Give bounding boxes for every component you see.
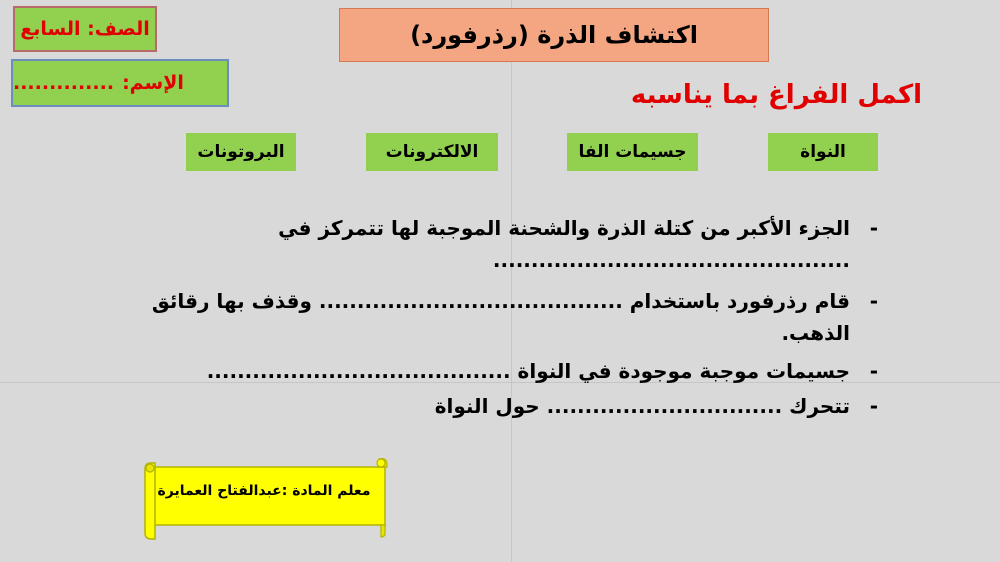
bullet: -	[869, 359, 878, 383]
question-4	[130, 390, 878, 422]
word-bank-item-alpha-particles[interactable]	[567, 133, 698, 171]
word-bank-label: البروتونات	[197, 142, 285, 162]
question-3-text[interactable]: جسيمات موجبة موجودة في النواة ........................................	[206, 359, 850, 383]
question-3	[130, 355, 878, 387]
word-bank-label: الالكترونات	[385, 142, 479, 162]
page-title	[339, 8, 769, 62]
question-2	[130, 285, 878, 349]
question-1	[130, 212, 878, 276]
student-name-box	[11, 59, 229, 107]
bullet: -	[869, 394, 878, 418]
word-bank-label: النواة	[800, 142, 846, 162]
question-2-text-end: الذهب.	[781, 321, 850, 345]
vertical-guide-line	[511, 0, 512, 562]
grade-box	[13, 6, 157, 52]
teacher-name: معلم المادة :عبدالفتاح العمايرة	[157, 483, 371, 499]
question-4-text[interactable]: تتحرك ............................... حول النواة	[434, 394, 850, 418]
instruction-heading: اكمل الفراغ بما يناسبه	[630, 80, 922, 110]
bullet: -	[869, 289, 878, 313]
word-bank-item-nucleus[interactable]	[768, 133, 878, 171]
teacher-scroll-banner	[141, 455, 391, 541]
title-text: اكتشاف الذرة (رذرفورد)	[410, 21, 698, 49]
question-1-blank[interactable]: ...............................................	[492, 248, 850, 272]
word-bank-item-protons[interactable]	[186, 133, 296, 171]
name-blank: ..............	[13, 72, 115, 94]
grade-text: الصف: السابع	[20, 18, 150, 40]
bullet: -	[869, 216, 878, 240]
word-bank-label: جسيمات الفا	[578, 142, 687, 162]
word-bank-item-electrons[interactable]	[366, 133, 498, 171]
question-1-text: الجزء الأكبر من كتلة الذرة والشحنة الموجبة لها تتمركز في	[278, 216, 850, 240]
question-2-text[interactable]: قام رذرفورد باستخدام ........................................ وقذف بها رقائق	[151, 289, 850, 313]
name-label: الإسم:	[122, 72, 184, 94]
